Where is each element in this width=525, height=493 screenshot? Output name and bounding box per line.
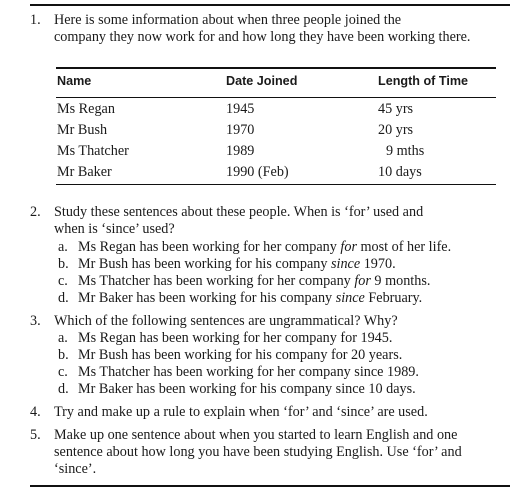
table-bottom-rule [56,184,496,185]
question-number: 1. [30,12,41,28]
item-text-pre: Ms Regan has been working for her company [78,239,341,255]
item-text-post: most of her life. [356,239,452,255]
column-header-length: Length of Time [378,74,469,88]
table-row [56,122,496,144]
question-4 [30,404,510,422]
question-line: sentence about how long you have been studying English. Use ‘for’ and [54,444,462,460]
question-text [54,313,510,330]
table-header-rule [56,97,496,98]
item-text-pre: Mr Baker has been working for his company [78,290,336,306]
item-text-post: February. [364,290,423,306]
question-text [54,427,510,478]
question-text [54,404,510,421]
item-text: Mr Baker has been working for his company since 10 days. [78,381,416,397]
cell-length: 45 yrs [378,101,414,117]
item-text [78,239,451,256]
question-line: Try and make up a rule to explain when ‘for’ and ‘since’ are used. [54,404,428,420]
question-5 [30,427,510,481]
cell-date: 1945 [226,101,255,117]
cell-name: Mr Baker [57,164,112,180]
item-text: Ms Regan has been working for her company for 1945. [78,330,393,346]
question-line: ‘since’. [54,461,97,477]
cell-date: 1990 (Feb) [226,164,289,180]
item-letter: c. [58,273,68,289]
cell-name: Ms Thatcher [57,143,129,159]
table-top-rule [56,67,496,69]
cell-name: Ms Regan [57,101,115,117]
item-letter: a. [58,239,68,255]
cell-date: 1989 [226,143,255,159]
question-line: when is ‘since’ used? [54,221,175,237]
item-text-post: 9 months. [370,273,431,289]
question-line: Study these sentences about these people. When is ‘for’ used and [54,204,424,220]
question-text [54,12,510,46]
item-text-pre: Ms Thatcher has been working for her company [78,273,355,289]
item-text-post: 1970. [360,256,396,272]
item-letter: a. [58,330,68,346]
column-header-name: Name [57,74,92,88]
question-text [54,204,510,238]
item-letter: d. [58,290,69,306]
question-line: Which of the following sentences are ungrammatical? Why? [54,313,398,329]
bottom-rule [30,485,510,487]
item-text [78,256,396,273]
question-2 [30,204,510,240]
question-3 [30,313,510,331]
question-1 [30,12,510,48]
table-row [56,143,496,165]
cell-length: 20 yrs [378,122,414,138]
question-number: 5. [30,427,41,443]
question-line: Here is some information about when three people joined the [54,12,402,28]
question-line: Make up one sentence about when you started to learn English and one [54,427,458,443]
question-number: 3. [30,313,41,329]
item-text [78,273,430,290]
table-row [56,164,496,186]
cell-name: Mr Bush [57,122,108,138]
table-row [56,101,496,123]
item-letter: b. [58,347,69,363]
question-line: company they now work for and how long they have been working there. [54,29,471,45]
item-text-emphasis: since [330,256,361,272]
item-text [78,290,422,307]
item-text-emphasis: for [354,273,371,289]
item-letter: c. [58,364,68,380]
item-text: Mr Bush has been working for his company for 20 years. [78,347,403,363]
column-header-date: Date Joined [226,74,298,88]
item-text: Ms Thatcher has been working for her company since 1989. [78,364,419,380]
cell-date: 1970 [226,122,255,138]
item-letter: b. [58,256,69,272]
item-text-emphasis: for [340,239,357,255]
question-number: 4. [30,404,41,420]
cell-length: 9 mths [386,143,425,159]
item-text-emphasis: since [335,290,365,306]
question-number: 2. [30,204,41,220]
top-rule [30,4,510,6]
item-text-pre: Mr Bush has been working for his company [78,256,331,272]
item-letter: d. [58,381,69,397]
cell-length: 10 days [378,164,422,180]
